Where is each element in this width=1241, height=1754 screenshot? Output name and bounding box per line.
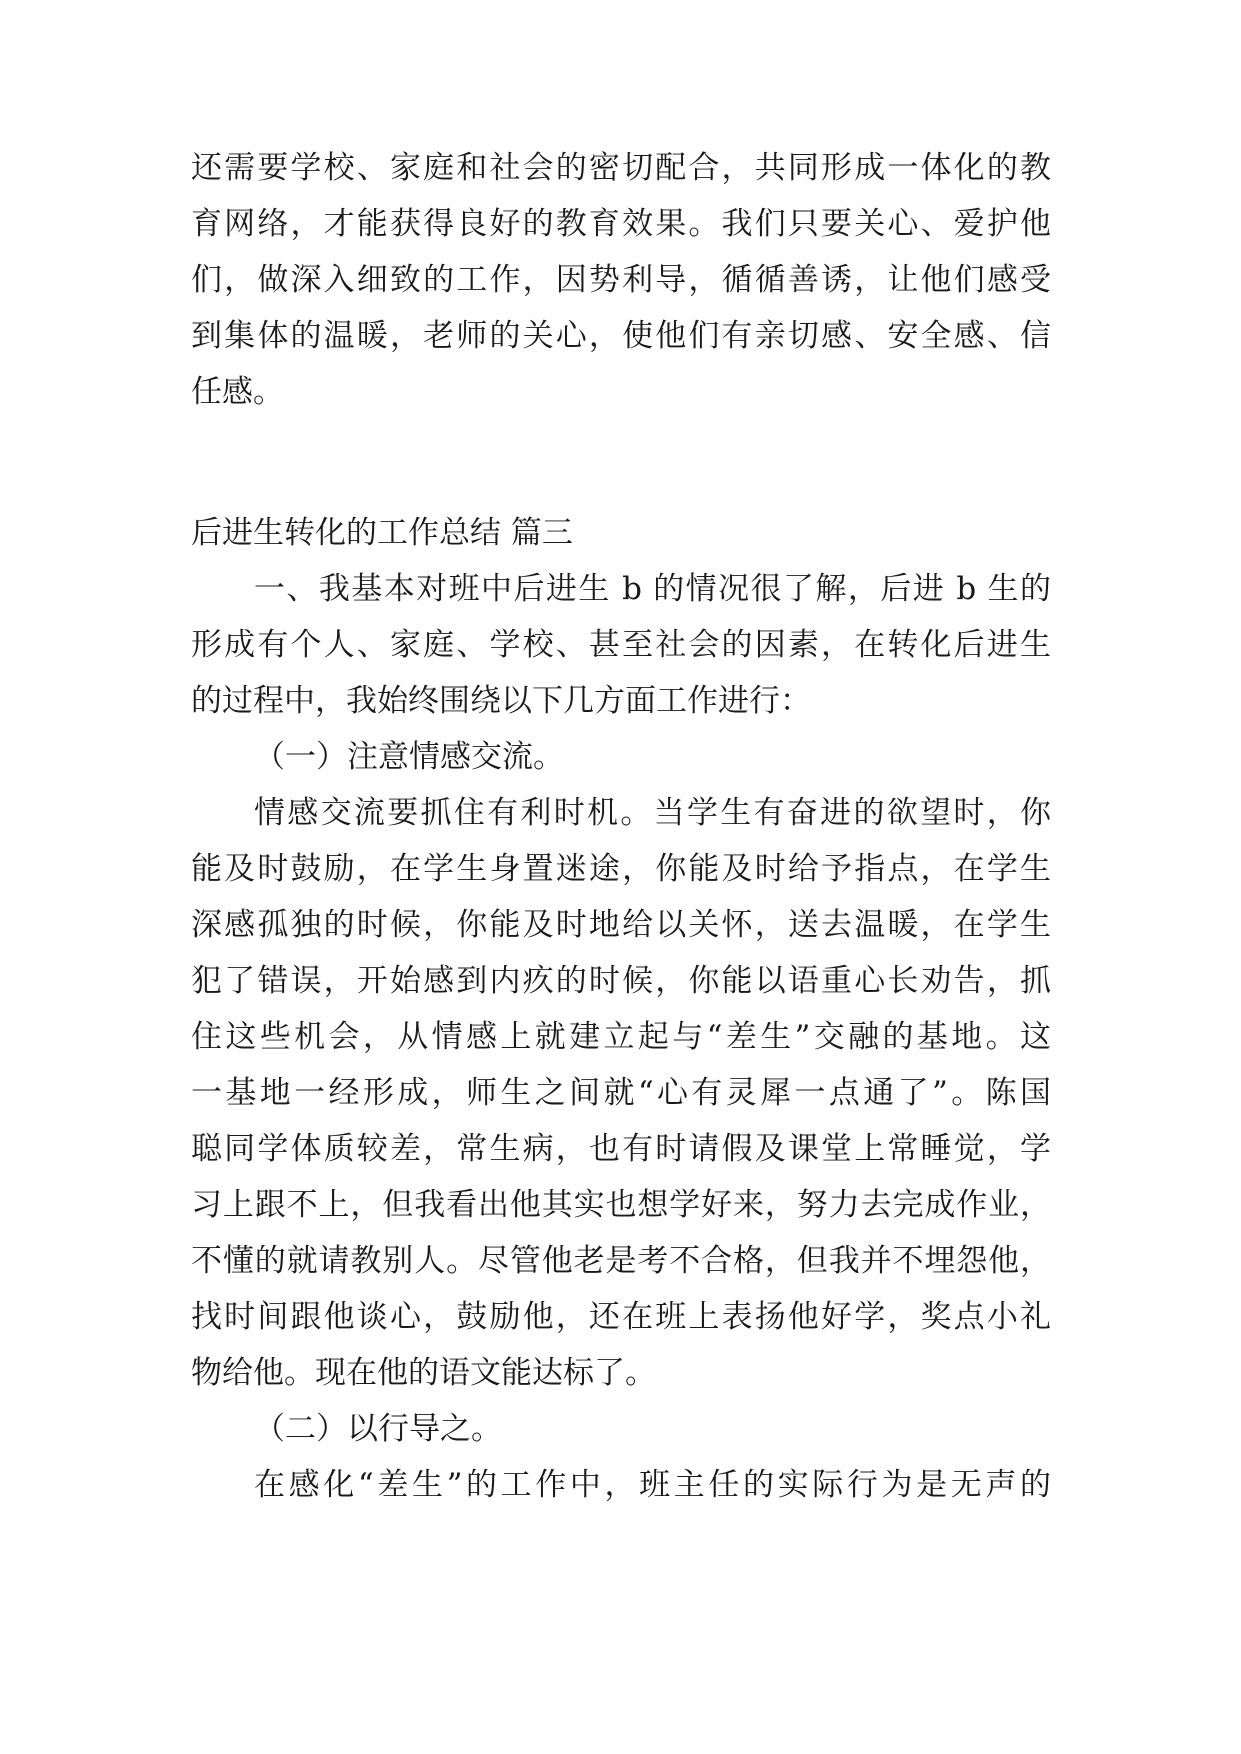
paragraph-line: 一、我基本对班中后进生 b 的情况很了解，后进 b 生的 — [254, 571, 1051, 607]
subheading: （一）注意情感交流。 — [254, 739, 564, 775]
paragraph-line: 犯了错误，开始感到内疚的时候，你能以语重心长劝告，抓 — [191, 963, 1051, 999]
paragraph-line: 在感化“差生”的工作中，班主任的实际行为是无声的 — [254, 1467, 1051, 1503]
paragraph-line: 找时间跟他谈心，鼓励他，还在班上表扬他好学，奖点小礼 — [191, 1299, 1051, 1335]
section-title: 后进生转化的工作总结 篇三 — [191, 515, 573, 551]
paragraph-line: 聪同学体质较差，常生病，也有时请假及课堂上常睡觉，学 — [191, 1131, 1051, 1167]
subheading: （二）以行导之。 — [254, 1411, 502, 1447]
paragraph-line: 的过程中，我始终围绕以下几方面工作进行： — [191, 683, 811, 719]
paragraph-line: 深感孤独的时候，你能及时地给以关怀，送去温暖，在学生 — [191, 907, 1051, 943]
paragraph-line: 一基地一经形成，师生之间就“心有灵犀一点通了”。陈国 — [191, 1075, 1051, 1111]
paragraph-line: 不懂的就请教别人。尽管他老是考不合格，但我并不埋怨他， — [191, 1243, 1051, 1279]
paragraph-line: 们，做深入细致的工作，因势利导，循循善诱，让他们感受 — [191, 262, 1051, 298]
paragraph-line: 能及时鼓励，在学生身置迷途，你能及时给予指点，在学生 — [191, 851, 1051, 887]
paragraph-line: 形成有个人、家庭、学校、甚至社会的因素，在转化后进生 — [191, 627, 1051, 663]
paragraph-line: 情感交流要抓住有利时机。当学生有奋进的欲望时，你 — [254, 795, 1051, 831]
paragraph-line: 物给他。现在他的语文能达标了。 — [191, 1355, 656, 1391]
paragraph-line: 还需要学校、家庭和社会的密切配合，共同形成一体化的教 — [191, 150, 1051, 186]
paragraph-line: 育网络，才能获得良好的教育效果。我们只要关心、爱护他 — [191, 206, 1051, 242]
paragraph-line: 习上跟不上，但我看出他其实也想学好来，努力去完成作业， — [191, 1187, 1051, 1223]
paragraph-line: 住这些机会，从情感上就建立起与“差生”交融的基地。这 — [191, 1019, 1051, 1055]
paragraph-line: 到集体的温暖，老师的关心，使他们有亲切感、安全感、信 — [191, 318, 1051, 354]
paragraph-line: 任感。 — [191, 374, 284, 410]
